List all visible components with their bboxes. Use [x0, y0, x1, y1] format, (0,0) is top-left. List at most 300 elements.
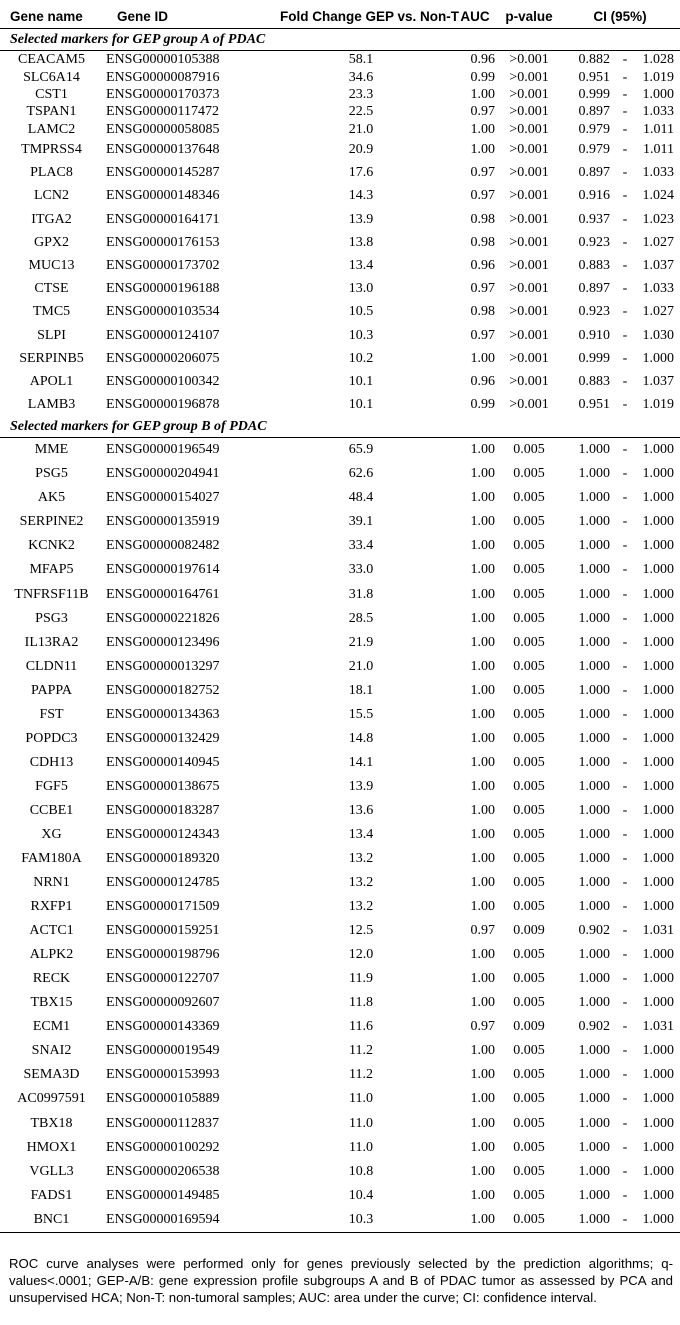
gene-name-cell: AK5: [37, 490, 66, 506]
ci-high-cell: 1.030: [642, 327, 675, 343]
gene-name-cell: AC0997591: [17, 1091, 86, 1107]
table-row: [0, 347, 680, 370]
auc-cell: 1.00: [470, 490, 495, 506]
gene-id-cell: ENSG00000123496: [106, 634, 220, 650]
gene-name-cell: TSPAN1: [26, 104, 77, 120]
gene-name-cell: RXFP1: [30, 899, 73, 915]
ci-low-cell: 0.999: [578, 86, 610, 102]
gene-id-cell: ENSG00000148346: [106, 188, 220, 204]
header-fold-change: Fold Change GEP vs. Non-T: [280, 4, 452, 29]
p-value-cell: 0.005: [513, 1043, 545, 1059]
table-row: [0, 1087, 680, 1111]
ci-separator: -: [622, 1091, 628, 1107]
fold-change-cell: 48.4: [348, 490, 374, 506]
ci-high-cell: 1.000: [642, 802, 675, 818]
gene-name-cell: SLPI: [37, 327, 66, 343]
auc-cell: 1.00: [470, 995, 495, 1011]
table-header: [0, 4, 680, 29]
ci-separator: -: [622, 802, 628, 818]
fold-change-cell: 13.2: [348, 851, 374, 867]
gene-id-cell: ENSG00000182752: [106, 682, 220, 698]
ci-high-cell: 1.031: [642, 1019, 675, 1035]
ci-low-cell: 1.000: [578, 634, 610, 650]
fold-change-cell: 31.8: [348, 586, 374, 602]
ci-high-cell: 1.000: [642, 350, 675, 366]
p-value-cell: 0.005: [513, 634, 545, 650]
gene-id-cell: ENSG00000135919: [106, 514, 220, 530]
gene-id-cell: ENSG00000092607: [106, 995, 220, 1011]
ci-low-cell: 0.883: [578, 257, 610, 273]
ci-separator: -: [622, 1043, 628, 1059]
table-row: [0, 847, 680, 871]
ci-separator: -: [622, 466, 628, 482]
gene-name-cell: POPDC3: [25, 730, 78, 746]
gene-id-cell: ENSG00000206075: [106, 350, 220, 366]
fold-change-cell: 34.6: [348, 69, 374, 85]
p-value-cell: >0.001: [509, 165, 549, 181]
fold-change-cell: 13.8: [348, 234, 374, 250]
ci-low-cell: 1.000: [578, 778, 610, 794]
ci-separator: -: [622, 923, 628, 939]
ci-separator: -: [622, 373, 628, 389]
auc-cell: 1.00: [470, 1139, 495, 1155]
gene-id-cell: ENSG00000221826: [106, 610, 220, 626]
auc-cell: 1.00: [470, 875, 495, 891]
gene-id-cell: ENSG00000100292: [106, 1139, 220, 1155]
auc-cell: 0.97: [470, 188, 495, 204]
ci-separator: -: [622, 1187, 628, 1203]
fold-change-cell: 13.2: [348, 875, 374, 891]
table-row: [0, 1160, 680, 1184]
p-value-cell: >0.001: [509, 397, 549, 413]
ci-high-cell: 1.000: [642, 730, 675, 746]
gene-name-cell: CLDN11: [25, 658, 78, 674]
table-row: [0, 277, 680, 300]
table-row: [0, 799, 680, 823]
ci-low-cell: 1.000: [578, 1115, 610, 1131]
ci-low-cell: 1.000: [578, 971, 610, 987]
table-row: [0, 1063, 680, 1087]
gene-id-cell: ENSG00000105388: [106, 52, 220, 68]
p-value-cell: 0.005: [513, 538, 545, 554]
table-row: [0, 967, 680, 991]
table-row: [0, 510, 680, 534]
gene-name-cell: FADS1: [30, 1187, 73, 1203]
gene-id-cell: ENSG00000134363: [106, 706, 220, 722]
gene-name-cell: TBX18: [30, 1115, 73, 1131]
ci-separator: -: [622, 971, 628, 987]
ci-separator: -: [622, 257, 628, 273]
gene-name-cell: ITGA2: [31, 211, 72, 227]
ci-low-cell: 0.979: [578, 121, 610, 137]
ci-separator: -: [622, 995, 628, 1011]
gene-name-cell: APOL1: [29, 373, 74, 389]
table-row: [0, 370, 680, 393]
ci-low-cell: 1.000: [578, 802, 610, 818]
gene-id-cell: ENSG00000105889: [106, 1091, 220, 1107]
table-row: [0, 1136, 680, 1160]
fold-change-cell: 13.2: [348, 899, 374, 915]
p-value-cell: 0.005: [513, 610, 545, 626]
table-row: [0, 727, 680, 751]
p-value-cell: >0.001: [509, 211, 549, 227]
p-value-cell: 0.005: [513, 490, 545, 506]
fold-change-cell: 62.6: [348, 466, 374, 482]
header-p-value: p-value: [498, 4, 560, 29]
table-row: [0, 86, 680, 103]
fold-change-cell: 11.0: [349, 1115, 373, 1131]
ci-separator: -: [622, 610, 628, 626]
table-row: [0, 184, 680, 207]
gene-id-cell: ENSG00000171509: [106, 899, 220, 915]
auc-cell: 0.96: [470, 257, 495, 273]
auc-cell: 1.00: [470, 514, 495, 530]
ci-separator: -: [622, 1115, 628, 1131]
p-value-cell: 0.005: [513, 875, 545, 891]
ci-high-cell: 1.000: [642, 1139, 675, 1155]
ci-low-cell: 1.000: [578, 682, 610, 698]
fold-change-cell: 10.3: [280, 1208, 452, 1233]
auc-cell: 0.98: [470, 211, 495, 227]
fold-change-cell: 13.4: [348, 826, 374, 842]
p-value-cell: 0.005: [513, 658, 545, 674]
ci-low-cell: 1.000: [578, 442, 610, 458]
header-gene-name: Gene name: [0, 4, 103, 29]
ci-separator: -: [622, 104, 628, 120]
p-value-cell: 0.005: [513, 995, 545, 1011]
group-b-body: [0, 416, 680, 1232]
gene-name-cell: BNC1: [0, 1208, 103, 1233]
gene-name-cell: CDH13: [29, 754, 74, 770]
gene-name-cell: LAMB3: [27, 397, 76, 413]
auc-cell: 1.00: [470, 706, 495, 722]
ci-low-cell: 0.902: [578, 923, 610, 939]
p-value-cell: >0.001: [509, 69, 549, 85]
ci-separator: -: [622, 514, 628, 530]
auc-cell: 0.97: [470, 104, 495, 120]
ci-low-cell: 0.937: [578, 211, 610, 227]
ci-separator: -: [622, 706, 628, 722]
ci-separator: -: [622, 658, 628, 674]
table-row: [0, 895, 680, 919]
auc-cell: 1.00: [470, 350, 495, 366]
p-value-cell: 0.005: [513, 1163, 545, 1179]
table-row: [0, 486, 680, 510]
table-row: [0, 631, 680, 655]
ci-high-cell: 1.000: [642, 1163, 675, 1179]
gene-id-cell: ENSG00000197614: [106, 562, 220, 578]
gene-name-cell: PSG5: [35, 466, 68, 482]
table-row: [0, 871, 680, 895]
gene-name-cell: IL13RA2: [24, 634, 79, 650]
ci-low-cell: 1.000: [578, 754, 610, 770]
fold-change-cell: 14.1: [348, 754, 374, 770]
ci-separator: -: [622, 442, 628, 458]
ci-low-cell: 1.000: [578, 466, 610, 482]
table-row: [0, 751, 680, 775]
p-value-cell: >0.001: [509, 257, 549, 273]
p-value-cell: 0.009: [513, 1019, 545, 1035]
ci-separator: -: [622, 211, 628, 227]
ci-high-cell: 1.000: [642, 971, 675, 987]
gene-id-cell: ENSG00000189320: [106, 851, 220, 867]
gene-id-cell: ENSG00000013297: [106, 658, 220, 674]
table-row: [0, 582, 680, 606]
ci-low-cell: 1.000: [578, 1091, 610, 1107]
p-value-cell: 0.005: [513, 682, 545, 698]
fold-change-cell: 10.1: [348, 373, 374, 389]
p-value-cell: 0.005: [513, 971, 545, 987]
ci-separator: -: [622, 851, 628, 867]
auc-cell: 0.99: [470, 397, 495, 413]
ci-high-cell: 1.000: [642, 538, 675, 554]
auc-cell: 1.00: [470, 682, 495, 698]
gene-id-cell: ENSG00000164761: [106, 586, 220, 602]
gene-id-cell: ENSG00000138675: [106, 778, 220, 794]
auc-cell: 1.00: [452, 1208, 498, 1233]
p-value-cell: 0.005: [513, 947, 545, 963]
table-row: [0, 462, 680, 486]
ci-separator: -: [622, 634, 628, 650]
p-value-cell: 0.005: [513, 802, 545, 818]
ci-high-cell: 1.000: [638, 1208, 680, 1233]
fold-change-cell: 11.9: [349, 971, 373, 987]
ci-separator: -: [622, 538, 628, 554]
p-value-cell: >0.001: [509, 121, 549, 137]
table-row: [0, 823, 680, 847]
auc-cell: 0.96: [470, 52, 495, 68]
ci-separator: -: [622, 1019, 628, 1035]
p-value-cell: >0.001: [509, 86, 549, 102]
gene-name-cell: SEMA3D: [23, 1067, 80, 1083]
header-gene-id: Gene ID: [103, 4, 280, 29]
p-value-cell: 0.005: [513, 1139, 545, 1155]
gene-name-cell: MFAP5: [29, 562, 74, 578]
ci-low-cell: 1.000: [578, 562, 610, 578]
auc-cell: 0.96: [470, 373, 495, 389]
gene-name-cell: CST1: [35, 86, 68, 102]
gene-name-cell: CTSE: [34, 281, 69, 297]
ci-high-cell: 1.000: [642, 1187, 675, 1203]
ci-low-cell: 1.000: [578, 658, 610, 674]
gene-id-cell: ENSG00000082482: [106, 538, 220, 554]
gene-id-cell: ENSG00000122707: [106, 971, 220, 987]
gene-name-cell: VGLL3: [29, 1163, 74, 1179]
gene-name-cell: RECK: [32, 971, 71, 987]
ci-high-cell: 1.000: [642, 442, 675, 458]
gene-id-cell: ENSG00000140945: [106, 754, 220, 770]
ci-low-cell: 0.951: [578, 69, 610, 85]
ci-separator: -: [622, 682, 628, 698]
gene-name-cell: NRN1: [33, 875, 70, 891]
ci-high-cell: 1.033: [642, 165, 675, 181]
p-value-cell: >0.001: [509, 373, 549, 389]
ci-high-cell: 1.000: [642, 658, 675, 674]
p-value-cell: >0.001: [509, 104, 549, 120]
ci-separator: -: [622, 188, 628, 204]
ci-separator: -: [622, 350, 628, 366]
fold-change-cell: 39.1: [348, 514, 374, 530]
fold-change-cell: 28.5: [348, 610, 374, 626]
fold-change-cell: 20.9: [348, 142, 374, 158]
auc-cell: 1.00: [470, 634, 495, 650]
auc-cell: 0.97: [470, 1019, 495, 1035]
auc-cell: 0.99: [470, 69, 495, 85]
ci-low-cell: 0.923: [578, 234, 610, 250]
p-value-cell: 0.005: [513, 442, 545, 458]
auc-cell: 1.00: [470, 586, 495, 602]
p-value-cell: >0.001: [509, 304, 549, 320]
fold-change-cell: 10.1: [348, 397, 374, 413]
fold-change-cell: 12.0: [348, 947, 374, 963]
gene-id-cell: ENSG00000164171: [106, 211, 220, 227]
gene-id-cell: ENSG00000124107: [106, 327, 220, 343]
ci-low-cell: 0.951: [578, 397, 610, 413]
gene-id-cell: ENSG00000206538: [106, 1163, 220, 1179]
ci-high-cell: 1.033: [642, 104, 675, 120]
table-row: [0, 68, 680, 85]
ci-high-cell: 1.000: [642, 466, 675, 482]
p-value-cell: >0.001: [509, 327, 549, 343]
table-row: [0, 231, 680, 254]
markers-table: [0, 4, 680, 1233]
table-row: [0, 1208, 680, 1233]
table-row: [0, 919, 680, 943]
gene-id-cell: ENSG00000196878: [106, 397, 220, 413]
gene-id-cell: ENSG00000124785: [106, 875, 220, 891]
gene-name-cell: HMOX1: [26, 1139, 77, 1155]
fold-change-cell: 13.9: [348, 211, 374, 227]
gene-name-cell: SNAI2: [31, 1043, 72, 1059]
gene-name-cell: SERPINE2: [19, 514, 84, 530]
ci-high-cell: 1.000: [642, 1067, 675, 1083]
gene-id-cell: ENSG00000183287: [106, 802, 220, 818]
ci-separator: -: [622, 1163, 628, 1179]
ci-high-cell: 1.011: [643, 121, 675, 137]
ci-high-cell: 1.000: [642, 899, 675, 915]
auc-cell: 1.00: [470, 562, 495, 578]
auc-cell: 1.00: [470, 1163, 495, 1179]
p-value-cell: >0.001: [509, 142, 549, 158]
auc-cell: 1.00: [470, 1115, 495, 1131]
gene-name-cell: CCBE1: [29, 802, 74, 818]
gene-id-cell: ENSG00000159251: [106, 923, 220, 939]
ci-separator: -: [622, 304, 628, 320]
ci-high-cell: 1.037: [642, 373, 675, 389]
gene-id-cell: ENSG00000137648: [106, 142, 220, 158]
auc-cell: 1.00: [470, 142, 495, 158]
p-value-cell: >0.001: [509, 350, 549, 366]
p-value-cell: 0.005: [513, 1091, 545, 1107]
ci-high-cell: 1.000: [642, 562, 675, 578]
auc-cell: 1.00: [470, 1043, 495, 1059]
table-row: [0, 558, 680, 582]
table-row: [0, 208, 680, 231]
p-value-cell: 0.005: [513, 706, 545, 722]
ci-low-cell: 0.923: [578, 304, 610, 320]
ci-low-cell: 1.000: [578, 851, 610, 867]
auc-cell: 1.00: [470, 658, 495, 674]
ci-high-cell: 1.024: [642, 188, 675, 204]
ci-separator: -: [622, 562, 628, 578]
ci-separator: -: [622, 281, 628, 297]
auc-cell: 0.97: [470, 327, 495, 343]
ci-separator: -: [622, 875, 628, 891]
ci-low-cell: 0.999: [578, 350, 610, 366]
gene-id-cell: ENSG00000196188: [106, 281, 220, 297]
fold-change-cell: 33.4: [348, 538, 374, 554]
gene-name-cell: ALPK2: [29, 947, 74, 963]
auc-cell: 0.97: [470, 281, 495, 297]
table-row: [0, 1039, 680, 1063]
ci-high-cell: 1.000: [642, 586, 675, 602]
ci-high-cell: 1.000: [642, 1043, 675, 1059]
table-row: [0, 161, 680, 184]
gene-id-cell: ENSG00000154027: [106, 490, 220, 506]
auc-cell: 1.00: [470, 947, 495, 963]
auc-cell: 1.00: [470, 802, 495, 818]
auc-cell: 1.00: [470, 121, 495, 137]
ci-high-cell: 1.000: [642, 875, 675, 891]
gene-id-cell: ENSG00000058085: [106, 121, 220, 137]
table-row: [0, 438, 680, 463]
gene-name-cell: GPX2: [33, 234, 69, 250]
p-value-cell: 0.005: [513, 1067, 545, 1083]
fold-change-cell: 13.0: [348, 281, 374, 297]
gene-id-cell: ENSG00000145287: [106, 165, 220, 181]
p-value-cell: 0.005: [513, 514, 545, 530]
ci-low-cell: 1.000: [578, 1163, 610, 1179]
gene-id-cell: ENSG00000170373: [106, 86, 220, 102]
ci-separator: -: [622, 234, 628, 250]
ci-separator: -: [622, 69, 628, 85]
auc-cell: 1.00: [470, 730, 495, 746]
ci-separator: -: [622, 397, 628, 413]
gene-name-cell: ECM1: [32, 1019, 71, 1035]
ci-high-cell: 1.000: [642, 995, 675, 1011]
fold-change-cell: 13.6: [348, 802, 374, 818]
fold-change-cell: 10.5: [348, 304, 374, 320]
fold-change-cell: 23.3: [348, 86, 374, 102]
gene-name-cell: PSG3: [35, 610, 68, 626]
fold-change-cell: 11.8: [349, 995, 373, 1011]
ci-high-cell: 1.000: [642, 851, 675, 867]
fold-change-cell: 58.1: [348, 52, 374, 68]
gene-name-cell: PLAC8: [30, 165, 73, 181]
gene-id-cell: ENSG00000198796: [106, 947, 220, 963]
auc-cell: 1.00: [470, 538, 495, 554]
gene-id-cell: ENSG00000149485: [106, 1187, 220, 1203]
p-value-cell: 0.005: [513, 730, 545, 746]
auc-cell: 0.98: [470, 234, 495, 250]
gene-name-cell: TNFRSF11B: [14, 586, 89, 602]
ci-low-cell: 0.902: [578, 1019, 610, 1035]
ci-high-cell: 1.037: [642, 257, 675, 273]
fold-change-cell: 15.5: [348, 706, 374, 722]
gene-name-cell: KCNK2: [28, 538, 75, 554]
auc-cell: 1.00: [470, 466, 495, 482]
ci-high-cell: 1.019: [642, 397, 675, 413]
p-value-cell: 0.005: [513, 851, 545, 867]
ci-separator: -: [622, 899, 628, 915]
ci-high-cell: 1.011: [643, 142, 675, 158]
gene-id-cell: ENSG00000100342: [106, 373, 220, 389]
ci-high-cell: 1.000: [642, 1115, 675, 1131]
gene-name-cell: MUC13: [28, 257, 75, 273]
table-row: [0, 775, 680, 799]
auc-cell: 0.98: [470, 304, 495, 320]
fold-change-cell: 65.9: [348, 442, 374, 458]
